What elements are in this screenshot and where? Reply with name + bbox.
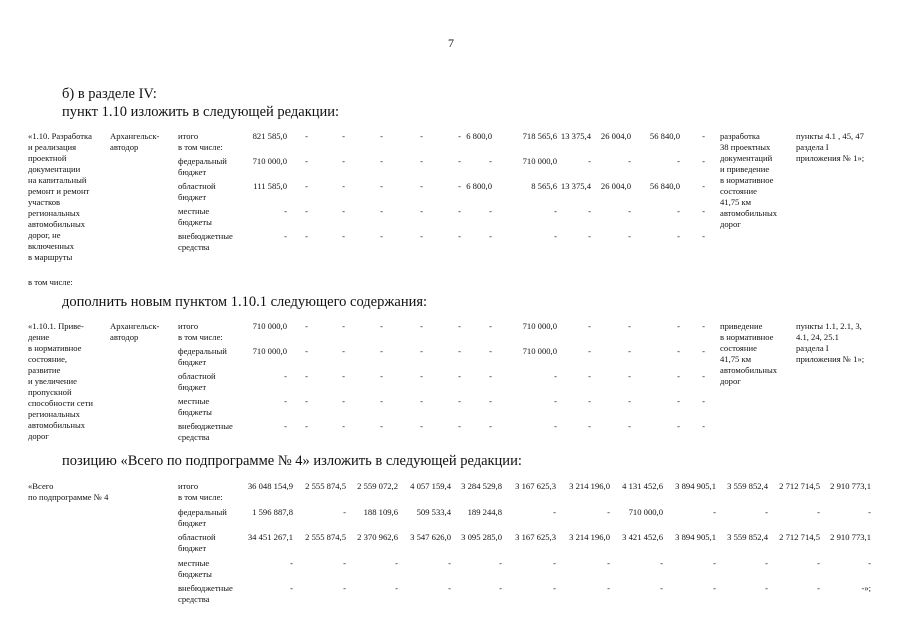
value-cell: - <box>868 506 871 517</box>
value-cell: - <box>489 206 492 216</box>
value-cell: 26 004,0 <box>600 181 631 191</box>
item-name-line: дорог, не <box>28 230 61 240</box>
item-name-line: документации <box>28 164 81 174</box>
row-label: бюджеты <box>178 568 212 579</box>
heading-total: позицию «Всего по подпрограмме № 4» изложить в следующей редакции: <box>62 453 522 469</box>
executor-line: автодор <box>110 332 139 342</box>
value-cell: 13 375,4 <box>560 131 591 141</box>
row-label: в том числе: <box>178 332 223 342</box>
item-name-line: способности сети <box>28 398 93 408</box>
value-cell: - <box>607 557 610 568</box>
value-cell: - <box>380 321 383 331</box>
link-line: приложения № 1»; <box>796 153 865 163</box>
result-line: 41,75 км <box>720 197 752 207</box>
value-cell: - <box>284 206 287 216</box>
row-label: местные <box>178 206 210 216</box>
heading-add: дополнить новым пунктом 1.10.1 следующего содержания: <box>62 294 428 310</box>
value-cell: 1 596 887,8 <box>252 506 293 517</box>
row-label: в том числе: <box>178 492 223 502</box>
value-cell: - <box>343 583 346 593</box>
value-cell: 710 000,0 <box>252 321 287 331</box>
value-cell: - <box>458 156 461 166</box>
item-name-line: дорог <box>28 431 49 441</box>
value-cell: - <box>342 421 345 431</box>
value-cell: - <box>380 206 383 216</box>
item-name-line: участков <box>28 197 61 207</box>
value-cell: - <box>380 396 383 406</box>
row-label: средства <box>178 242 210 252</box>
link-line: приложения № 1»; <box>796 354 865 364</box>
value-cell: - <box>420 231 423 241</box>
value-cell: - <box>284 396 287 406</box>
value-cell: - <box>458 321 461 331</box>
result-line: разработка <box>720 131 760 141</box>
value-cell: - <box>305 156 308 166</box>
value-cell: - <box>290 583 293 593</box>
value-cell: - <box>677 346 680 356</box>
value-cell: - <box>380 231 383 241</box>
heading-item: пункт 1.10 изложить в следующей редакции: <box>62 104 340 120</box>
value-cell: 710 000,0 <box>252 346 287 356</box>
value-cell: - <box>420 156 423 166</box>
value-cell: - <box>588 231 591 241</box>
result-line: документаций <box>720 153 773 163</box>
value-cell: - <box>677 231 680 241</box>
value-cell: - <box>420 206 423 216</box>
value-cell: - <box>702 371 705 381</box>
value-cell: - <box>489 156 492 166</box>
value-cell: 189 244,8 <box>467 506 502 517</box>
value-cell: - <box>343 506 346 517</box>
value-cell: - <box>817 506 820 517</box>
item-name-line: в нормативное <box>28 343 82 353</box>
row-label: внебюджетные <box>178 583 233 593</box>
value-cell: - <box>677 371 680 381</box>
value-cell: - <box>342 131 345 141</box>
value-cell: - <box>868 557 871 568</box>
item-name-line: на капитальный <box>28 175 87 185</box>
value-cell: - <box>677 206 680 216</box>
row-label: местные <box>178 396 210 406</box>
value-cell: 2 712 714,5 <box>779 481 820 491</box>
value-cell: 3 559 852,4 <box>727 481 768 491</box>
result-line: в нормативное <box>720 175 774 185</box>
link-line: пункты 1.1, 2.1, 3, <box>796 321 862 331</box>
row-label: бюджет <box>178 543 207 553</box>
value-cell: - <box>489 421 492 431</box>
value-cell: - <box>765 557 768 568</box>
item-name-line: региональных <box>28 409 80 419</box>
value-cell: 3 559 852,4 <box>727 532 768 542</box>
value-cell: - <box>765 506 768 517</box>
value-cell: - <box>628 346 631 356</box>
value-cell: - <box>420 346 423 356</box>
value-cell: - <box>305 206 308 216</box>
row-label: бюджет <box>178 167 207 177</box>
value-cell: - <box>284 421 287 431</box>
value-cell: - <box>588 396 591 406</box>
row-label: федеральный <box>178 506 227 517</box>
row-label: итого <box>178 131 199 141</box>
value-cell: - <box>458 206 461 216</box>
value-cell: - <box>305 371 308 381</box>
value-cell: - <box>305 396 308 406</box>
value-cell: - <box>380 131 383 141</box>
value-cell: - <box>677 421 680 431</box>
value-cell: - <box>342 181 345 191</box>
value-cell: 3 214 196,0 <box>569 532 610 542</box>
row-label: бюджет <box>178 357 207 367</box>
value-cell: - <box>607 506 610 517</box>
value-cell: - <box>554 231 557 241</box>
value-cell: 8 565,6 <box>531 181 557 191</box>
result-line: дорог <box>720 219 741 229</box>
value-cell: - <box>702 131 705 141</box>
link-line: раздела I <box>796 142 829 152</box>
value-cell: 2 555 874,5 <box>305 481 346 491</box>
row-label: в том числе: <box>178 142 223 152</box>
row-label: внебюджетные <box>178 421 233 431</box>
value-cell: 3 421 452,6 <box>622 532 663 542</box>
value-cell: - <box>588 321 591 331</box>
value-cell: - <box>765 583 768 593</box>
value-cell: - <box>607 583 610 593</box>
item-name-line: «1.10.1. Приве- <box>28 321 84 331</box>
value-cell: - <box>343 557 346 568</box>
row-label: областной <box>178 371 216 381</box>
value-cell: 26 004,0 <box>600 131 631 141</box>
value-cell: - <box>702 156 705 166</box>
value-cell: - <box>677 396 680 406</box>
value-cell: - <box>628 156 631 166</box>
value-cell: - <box>553 583 556 593</box>
value-cell: 111 585,0 <box>253 181 287 191</box>
value-cell: 3 095 285,0 <box>461 532 502 542</box>
executor-line: автодор <box>110 142 139 152</box>
row-label: бюджеты <box>178 407 212 417</box>
value-cell: - <box>420 396 423 406</box>
value-cell: - <box>677 321 680 331</box>
value-cell: - <box>448 583 451 593</box>
value-cell: 2 712 714,5 <box>779 532 820 542</box>
value-cell: - <box>458 421 461 431</box>
row-label: бюджет <box>178 382 207 392</box>
heading-section: б) в разделе IV: <box>62 86 157 102</box>
value-cell: - <box>284 371 287 381</box>
value-cell: - <box>380 181 383 191</box>
result-line: дорог <box>720 376 741 386</box>
value-cell: 710 000,0 <box>522 321 557 331</box>
row-label: итого <box>178 481 199 491</box>
value-cell: - <box>554 421 557 431</box>
value-cell: - <box>458 346 461 356</box>
link-line: 4.1, 24, 25.1 <box>796 332 839 342</box>
value-cell: - <box>380 156 383 166</box>
row-label: областной <box>178 181 216 191</box>
value-cell: - <box>628 321 631 331</box>
value-cell: - <box>702 421 705 431</box>
value-cell: - <box>342 206 345 216</box>
value-cell: 13 375,4 <box>560 181 591 191</box>
value-cell: 2 559 072,2 <box>357 481 398 491</box>
value-cell: - <box>458 231 461 241</box>
item-name-line: развитие <box>28 365 61 375</box>
value-cell: - <box>420 131 423 141</box>
value-cell: 56 840,0 <box>649 181 680 191</box>
row-label: средства <box>178 594 210 604</box>
value-cell: - <box>420 321 423 331</box>
value-cell: - <box>290 557 293 568</box>
row-label: внебюджетные <box>178 231 233 241</box>
executor-line: Архангельск- <box>110 321 160 331</box>
item-name-line: проектной <box>28 153 67 163</box>
value-cell: 188 109,6 <box>363 506 398 517</box>
value-cell: - <box>677 156 680 166</box>
result-line: в нормативное <box>720 332 774 342</box>
item-name-line: «1.10. Разработка <box>28 131 92 141</box>
value-cell: - <box>420 421 423 431</box>
result-line: состояние <box>720 343 757 353</box>
value-cell: - <box>713 583 716 593</box>
value-cell: - <box>420 181 423 191</box>
value-cell: - <box>458 396 461 406</box>
item-name-line: в маршруты <box>28 252 73 262</box>
item-name-line: состояние, <box>28 354 68 364</box>
value-cell: - <box>380 346 383 356</box>
value-cell: 3 894 905,1 <box>675 481 716 491</box>
value-cell: - <box>489 371 492 381</box>
result-line: 38 проектных <box>720 142 771 152</box>
value-cell: - <box>628 371 631 381</box>
value-cell: - <box>628 396 631 406</box>
item-name-line: дение <box>28 332 50 342</box>
value-cell: 34 451 267,1 <box>247 532 293 542</box>
value-cell: - <box>660 583 663 593</box>
value-cell: - <box>305 346 308 356</box>
result-line: автомобильных <box>720 208 778 218</box>
result-line: 41,75 км <box>720 354 752 364</box>
value-cell: - <box>342 231 345 241</box>
value-cell: - <box>342 156 345 166</box>
value-cell: - <box>702 321 705 331</box>
value-cell: - <box>305 181 308 191</box>
value-cell: 2 910 773,1 <box>830 532 871 542</box>
item-name-line: «Всего <box>28 481 54 491</box>
value-cell: 3 284 529,8 <box>461 481 502 491</box>
value-cell: - <box>554 396 557 406</box>
value-cell: - <box>342 371 345 381</box>
item-name-line: ремонт и ремонт <box>28 186 90 196</box>
value-cell: 6 800,0 <box>466 131 492 141</box>
value-cell: -»; <box>861 583 871 593</box>
value-cell: 710 000,0 <box>252 156 287 166</box>
value-cell: 4 131 452,6 <box>622 481 663 491</box>
value-cell: - <box>395 583 398 593</box>
value-cell: - <box>305 131 308 141</box>
value-cell: - <box>713 506 716 517</box>
value-cell: 2 555 874,5 <box>305 532 346 542</box>
link-line: пункты 4.1 , 45, 47 <box>796 131 864 141</box>
value-cell: 56 840,0 <box>649 131 680 141</box>
value-cell: 2 910 773,1 <box>830 481 871 491</box>
value-cell: 718 565,6 <box>522 131 557 141</box>
value-cell: - <box>588 346 591 356</box>
result-line: состояние <box>720 186 757 196</box>
value-cell: - <box>420 371 423 381</box>
row-label: бюджет <box>178 192 207 202</box>
row-label: местные <box>178 557 210 568</box>
row-label: бюджет <box>178 517 207 528</box>
value-cell: - <box>499 557 502 568</box>
value-cell: - <box>489 231 492 241</box>
value-cell: - <box>702 181 705 191</box>
value-cell: 3 547 626,0 <box>410 532 451 542</box>
value-cell: - <box>458 181 461 191</box>
row-label: бюджеты <box>178 217 212 227</box>
value-cell: - <box>702 396 705 406</box>
value-cell: - <box>628 206 631 216</box>
value-cell: - <box>305 421 308 431</box>
value-cell: 2 370 962,6 <box>357 532 398 542</box>
value-cell: 3 167 625,3 <box>515 481 556 491</box>
value-cell: - <box>489 321 492 331</box>
item-name-line: включенных <box>28 241 75 251</box>
value-cell: 710 000,0 <box>522 156 557 166</box>
value-cell: 4 057 159,4 <box>410 481 451 491</box>
value-cell: - <box>305 231 308 241</box>
value-cell: - <box>554 206 557 216</box>
result-line: автомобильных <box>720 365 778 375</box>
value-cell: 36 048 154,9 <box>247 481 293 491</box>
executor-line: Архангельск- <box>110 131 160 141</box>
result-line: приведение <box>720 321 763 331</box>
row-label: итого <box>178 321 199 331</box>
value-cell: 6 800,0 <box>466 181 492 191</box>
item-name-line: региональных <box>28 208 80 218</box>
value-cell: - <box>817 557 820 568</box>
value-cell: 509 533,4 <box>416 506 451 517</box>
value-cell: - <box>380 371 383 381</box>
value-cell: - <box>458 371 461 381</box>
item-name-line: автомобильных <box>28 219 86 229</box>
note-including: в том числе: <box>28 277 73 287</box>
value-cell: - <box>395 557 398 568</box>
item-name-line: автомобильных <box>28 420 86 430</box>
row-label: федеральный <box>178 156 227 166</box>
value-cell: 710 000,0 <box>522 346 557 356</box>
value-cell: - <box>342 396 345 406</box>
value-cell: - <box>588 421 591 431</box>
value-cell: - <box>380 421 383 431</box>
value-cell: - <box>702 346 705 356</box>
value-cell: - <box>713 557 716 568</box>
value-cell: - <box>588 156 591 166</box>
value-cell: - <box>305 321 308 331</box>
item-name-line: пропускной <box>28 387 72 397</box>
value-cell: - <box>628 421 631 431</box>
value-cell: 3 167 625,3 <box>515 532 556 542</box>
value-cell: 3 894 905,1 <box>675 532 716 542</box>
value-cell: - <box>628 231 631 241</box>
link-line: раздела I <box>796 343 829 353</box>
value-cell: - <box>554 371 557 381</box>
value-cell: 821 585,0 <box>252 131 287 141</box>
result-line: и приведение <box>720 164 770 174</box>
value-cell: - <box>702 206 705 216</box>
value-cell: 710 000,0 <box>628 506 663 517</box>
page-number: 7 <box>448 36 454 50</box>
value-cell: - <box>489 396 492 406</box>
value-cell: - <box>588 206 591 216</box>
item-name-line: и реализация <box>28 142 77 152</box>
value-cell: - <box>588 371 591 381</box>
value-cell: 3 214 196,0 <box>569 481 610 491</box>
row-label: федеральный <box>178 346 227 356</box>
item-name-line: по подпрограмме № 4 <box>28 492 109 502</box>
item-name-line: и увеличение <box>28 376 77 386</box>
value-cell: - <box>553 557 556 568</box>
value-cell: - <box>448 557 451 568</box>
value-cell: - <box>489 346 492 356</box>
value-cell: - <box>660 557 663 568</box>
value-cell: - <box>458 131 461 141</box>
value-cell: - <box>702 231 705 241</box>
value-cell: - <box>499 583 502 593</box>
value-cell: - <box>284 231 287 241</box>
row-label: средства <box>178 432 210 442</box>
value-cell: - <box>817 583 820 593</box>
row-label: областной <box>178 532 216 542</box>
value-cell: - <box>553 506 556 517</box>
value-cell: - <box>342 321 345 331</box>
value-cell: - <box>342 346 345 356</box>
